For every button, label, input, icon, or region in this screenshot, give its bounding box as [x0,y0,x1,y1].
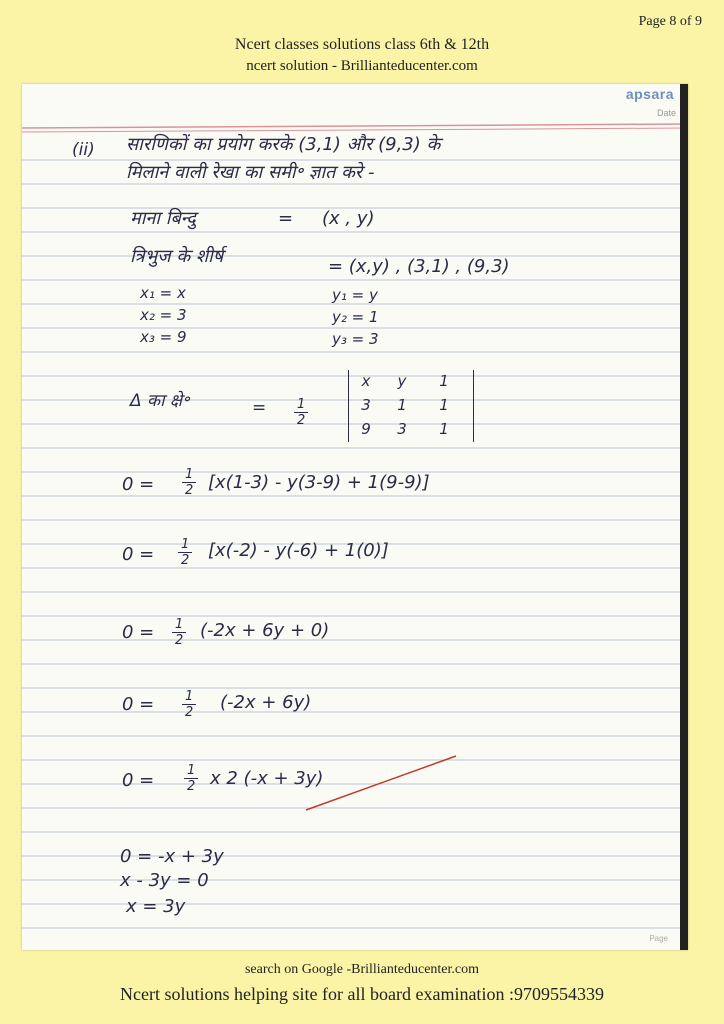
coord-x3: x₃ = 9 [140,328,187,346]
step-5-lhs: 0 = [122,770,155,791]
half-numerator: 1 [294,398,308,413]
step-2-lhs: 0 = [122,544,155,565]
det-cell: 1 [439,396,449,414]
fraction-numerator: 1 [178,538,192,553]
footer-search: search on Google -Brillianteducenter.com [244,962,480,977]
det-cell: 1 [439,420,449,438]
step-1-fraction [182,468,196,499]
coord-y2: y₂ = 1 [332,308,379,326]
final-line-1: 0 = -x + 3y [120,846,224,867]
vertices-value: = (x,y) , (3,1) , (9,3) [328,256,510,277]
brand-logo: apsara [625,86,674,102]
footer-contact: Ncert solutions helping site for all board examination :9709554339 [120,984,604,1004]
det-cell: 9 [361,420,371,438]
step-2-fraction [178,538,192,569]
step-5-fraction [184,764,198,795]
step-3-lhs: 0 = [122,622,155,643]
step-4-lhs: 0 = [122,694,155,715]
step-5-rhs: x 2 (-x + 3y) [210,768,324,789]
det-cell: 3 [361,396,371,414]
step-1-rhs: [x(1-3) - y(3-9) + 1(9-9)] [208,472,430,493]
area-half-fraction [294,398,308,429]
question-line-2: मिलाने वाली रेखा का समी॰ ज्ञात करे - [126,162,375,183]
coord-x2: x₂ = 3 [140,306,187,324]
det-cell: 1 [397,396,407,414]
vertices-label: त्रिभुज के शीर्ष [130,246,224,267]
half-denominator: 2 [297,413,306,428]
fraction-numerator: 1 [172,618,186,633]
area-label: Δ का क्षे॰ [130,391,190,411]
page-label: Page [649,934,668,943]
step-3-fraction [172,618,186,649]
fraction-numerator: 1 [184,764,198,779]
fraction-denominator: 2 [175,633,184,648]
fraction-denominator: 2 [185,483,194,498]
question-line-1: सारणिकों का प्रयोग करके (3,1) और (9,3) के [126,134,441,155]
date-label: Date [656,108,676,118]
strike-line [306,756,456,810]
notebook-page [22,84,688,950]
determinant [348,370,474,442]
fraction-numerator: 1 [182,690,196,705]
fraction-denominator: 2 [187,779,196,794]
step-4-rhs: (-2x + 6y) [220,692,312,713]
site-title: Ncert classes solutions class 6th & 12th [234,36,490,53]
step-1-lhs: 0 = [122,474,155,495]
det-cell: 3 [397,420,407,438]
assume-equals: = [278,208,294,229]
site-subtitle: ncert solution - Brillianteducenter.com [246,58,478,74]
fraction-denominator: 2 [181,553,190,568]
fraction-denominator: 2 [185,705,194,720]
coord-x1: x₁ = x [140,284,186,302]
fraction-numerator: 1 [182,468,196,483]
step-3-rhs: (-2x + 6y + 0) [200,620,330,641]
page-edge [680,84,688,950]
det-cell: 1 [439,372,449,390]
final-line-2: x - 3y = 0 [120,870,209,891]
page-number: Page 8 of 9 [638,14,702,29]
coord-y3: y₃ = 3 [332,330,379,348]
step-4-fraction [182,690,196,721]
area-equals: = [252,398,267,418]
part-label: (ii) [72,140,95,160]
assume-label: माना बिन्दु [130,208,196,229]
det-cell: y [397,372,407,390]
det-cell: x [361,372,371,390]
step-2-rhs: [x(-2) - y(-6) + 1(0)] [208,540,389,561]
coord-y1: y₁ = y [332,286,378,304]
final-line-3: x = 3y [126,896,186,917]
assume-point: (x , y) [322,208,375,229]
